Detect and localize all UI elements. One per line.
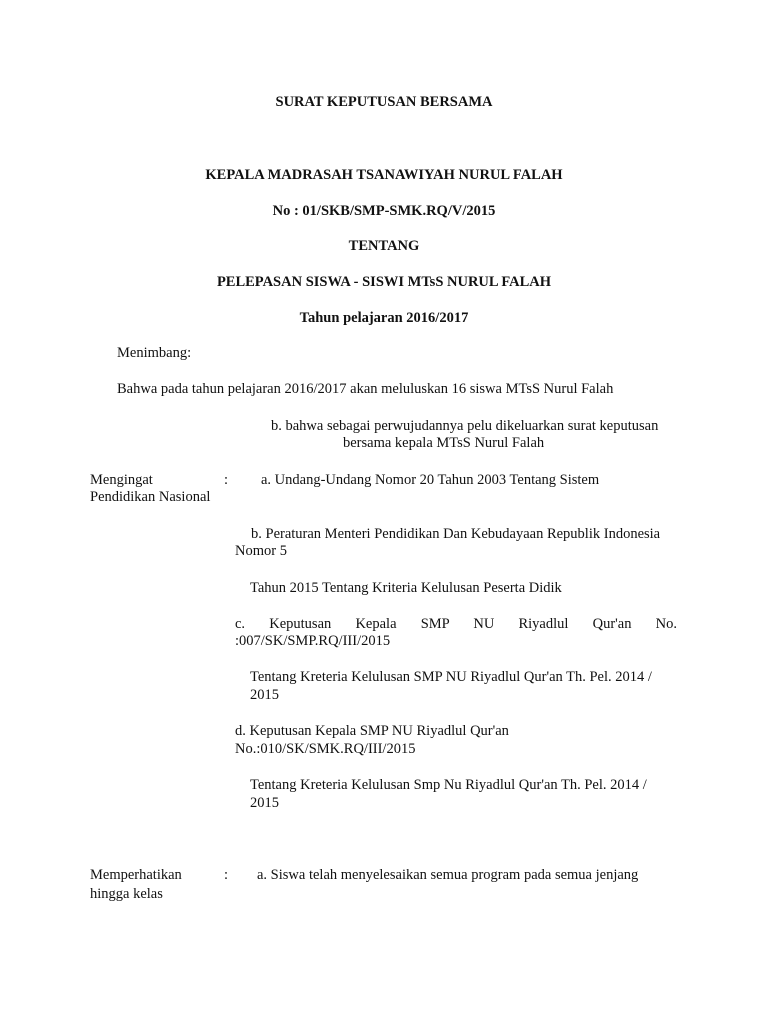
- mengingat-item-a-line2: Pendidikan Nasional: [90, 489, 211, 505]
- mengingat-item-b-cont: Tahun 2015 Tentang Kriteria Kelulusan Peserta Didik: [250, 580, 562, 596]
- memperhatikan-item-a-line1: a. Siswa telah menyelesaikan semua program pada semua jenjang: [257, 867, 639, 883]
- mengingat-item-c-line1: c. Keputusan Kepala SMP NU Riyadlul Qur'an No.: [235, 616, 677, 632]
- mengingat-item-b-line1: b. Peraturan Menteri Pendidikan Dan Kebudayaan Republik Indonesia: [251, 526, 661, 542]
- doc-number: No : 01/SKB/SMP-SMK.RQ/V/2015: [272, 203, 496, 219]
- doc-topic: PELEPASAN SISWA - SISWI MTsS NURUL FALAH: [216, 274, 552, 290]
- menimbang-item-a: Bahwa pada tahun pelajaran 2016/2017 akan meluluskan 16 siswa MTsS Nurul Falah: [117, 381, 614, 397]
- mengingat-item-d-cont1: Tentang Kreteria Kelulusan Smp Nu Riyadlul Qur'an Th. Pel. 2014 /: [250, 777, 647, 793]
- menimbang-item-b-line2: bersama kepala MTsS Nurul Falah: [343, 435, 545, 451]
- memperhatikan-item-a-line2: hingga kelas: [90, 886, 163, 902]
- doc-title: SURAT KEPUTUSAN BERSAMA: [275, 94, 493, 110]
- doc-year: Tahun pelajaran 2016/2017: [299, 310, 469, 326]
- memperhatikan-colon: :: [224, 867, 229, 883]
- mengingat-item-c-cont1: Tentang Kreteria Kelulusan SMP NU Riyadlul Qur'an Th. Pel. 2014 /: [250, 669, 652, 685]
- mengingat-label: Mengingat: [90, 472, 153, 488]
- mengingat-item-d-cont2: 2015: [250, 795, 279, 811]
- doc-about: TENTANG: [348, 238, 420, 254]
- doc-subtitle: KEPALA MADRASAH TSANAWIYAH NURUL FALAH: [205, 167, 563, 183]
- menimbang-label: Menimbang:: [117, 345, 192, 361]
- mengingat-item-b-line2: Nomor 5: [235, 543, 287, 559]
- mengingat-item-a-line1: a. Undang-Undang Nomor 20 Tahun 2003 Tentang Sistem: [261, 472, 600, 488]
- memperhatikan-label: Memperhatikan: [90, 867, 182, 883]
- mengingat-item-d-line2: No.:010/SK/SMK.RQ/III/2015: [235, 741, 416, 757]
- menimbang-item-b-line1: b. bahwa sebagai perwujudannya pelu dikeluarkan surat keputusan: [271, 418, 659, 434]
- mengingat-item-c-line2: :007/SK/SMP.RQ/III/2015: [235, 633, 391, 649]
- mengingat-colon: :: [224, 472, 229, 488]
- mengingat-item-c-cont2: 2015: [250, 687, 279, 703]
- mengingat-item-d-line1: d. Keputusan Kepala SMP NU Riyadlul Qur'an: [235, 723, 509, 739]
